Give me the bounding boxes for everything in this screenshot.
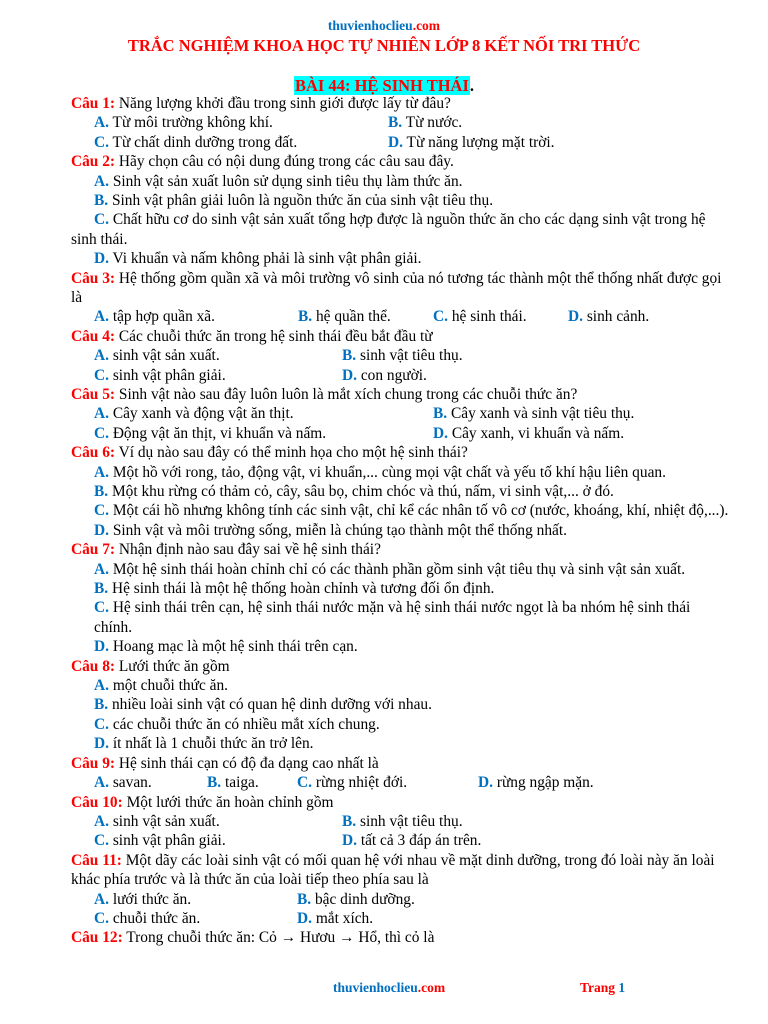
option: A. một chuỗi thức ăn. — [94, 677, 229, 695]
options-row — [71, 812, 731, 831]
option: B. bậc dinh dưỡng. — [297, 890, 415, 908]
site-name: thuvienhoclieu — [327, 18, 413, 33]
option: C. hệ sinh thái. — [433, 308, 527, 326]
option: D. Vi khuẩn và nấm không phải là sinh vật phân giải. — [94, 250, 422, 268]
question: Câu 9: Hệ sinh thái cạn có độ đa dạng cao nhất là — [71, 754, 379, 772]
option: A. Từ môi trường không khí. — [94, 114, 273, 132]
option: C. Từ chất dinh dưỡng trong đất. — [94, 133, 298, 151]
question: Câu 4: Các chuỗi thức ăn trong hệ sinh thái đều bắt đầu từ — [71, 327, 433, 345]
option: C. Một cái hồ nhưng không tính các sinh vật, chỉ kể các nhân tố vô cơ (nước, khoáng, khí, nhiệt độ,...). — [94, 502, 729, 520]
option: A. lưới thức ăn. — [94, 890, 192, 908]
option: D. Hoang mạc là một hệ sinh thái trên cạn. — [94, 638, 358, 656]
option: C. Động vật ăn thịt, vi khuẩn và nấm. — [94, 424, 327, 442]
option: B. taiga. — [207, 774, 259, 792]
page-number: Trang 1 — [580, 980, 626, 995]
question: Câu 10: Một lưới thức ăn hoàn chỉnh gồm — [71, 793, 334, 811]
options-row — [71, 404, 731, 423]
option: B. nhiều loài sinh vật có quan hệ dinh dưỡng với nhau. — [94, 696, 432, 714]
options-row — [71, 424, 731, 443]
question — [71, 94, 731, 113]
option: B. hệ quần thể. — [298, 308, 391, 326]
options-row — [71, 773, 731, 792]
question: Câu 2: Hãy chọn câu có nội dung đúng trong các câu sau đây. — [71, 153, 454, 171]
options-row — [71, 113, 731, 132]
option: A. tập hợp quần xã. — [94, 308, 215, 326]
question-list — [71, 94, 731, 948]
option: C. Chất hữu cơ do sinh vật sản xuất tổng hợp được là nguồn thức ăn cho các dạng sinh vật trong hệ sinh thái. — [71, 211, 706, 248]
option: B. Từ nước. — [388, 114, 463, 132]
site-domain: .com — [412, 18, 441, 33]
question: Câu 11: Một dãy các loài sinh vật có mối quan hệ với nhau về mặt dinh dưỡng, trong đó loài này ăn loài khác phía trước và là thức ăn của loài tiếp theo phía sau là — [71, 851, 715, 889]
option: B. Hệ sinh thái là một hệ thống hoàn chỉnh và tương đối ổn định. — [94, 580, 495, 598]
option: D. mắt xích. — [297, 909, 374, 927]
option: D. Cây xanh, vi khuẩn và nấm. — [433, 424, 625, 442]
question: Câu 6: Ví dụ nào sau đây có thể minh họa cho một hệ sinh thái? — [71, 444, 468, 462]
options-row — [71, 346, 731, 365]
options-row — [71, 909, 731, 928]
option: A. Một hồ với rong, tảo, động vật, vi khuẩn,... cùng mọi vật chất và yếu tố khí hậu liên quan. — [94, 463, 666, 481]
option: A. savan. — [94, 774, 152, 792]
options-row — [71, 890, 731, 909]
option: A. Cây xanh và động vật ăn thịt. — [94, 405, 294, 423]
option: C. các chuỗi thức ăn có nhiều mắt xích chung. — [94, 715, 380, 733]
option: B. Một khu rừng có thảm cỏ, cây, sâu bọ, chim chóc và thú, nấm, vi sinh vật,... ở đó. — [94, 483, 614, 501]
options-row — [71, 366, 731, 385]
option: D. Sinh vật và môi trường sống, miễn là chúng tạo thành một thể thống nhất. — [94, 521, 568, 539]
options-row — [71, 307, 731, 326]
option: B. sinh vật tiêu thụ. — [342, 347, 463, 365]
document-title: TRẮC NGHIỆM KHOA HỌC TỰ NHIÊN LỚP 8 KẾT NỐI TRI THỨC — [127, 36, 641, 55]
question-number: Câu 1: — [71, 95, 116, 112]
lesson-title-text: BÀI 44: HỆ SINH THÁI — [294, 76, 469, 95]
option: C. rừng nhiệt đới. — [297, 774, 408, 792]
option: D. ít nhất là 1 chuỗi thức ăn trở lên. — [94, 735, 314, 753]
lesson-title: BÀI 44: HỆ SINH THÁI. — [294, 76, 475, 95]
question: Câu 12: Trong chuỗi thức ăn: Cỏ → Hươu → Hổ, thì cỏ là — [71, 929, 435, 947]
option: A. sinh vật sản xuất. — [94, 347, 220, 365]
question-text: Năng lượng khởi đầu trong sinh giới được lấy từ đâu? — [115, 95, 451, 112]
question: Câu 3: Hệ thống gồm quần xã và môi trường vô sinh của nó tương tác thành một thể thống nhất được gọi là — [71, 269, 722, 307]
option: D. Từ năng lượng mặt trời. — [388, 133, 555, 151]
option: B. Cây xanh và sinh vật tiêu thụ. — [433, 405, 635, 423]
option: D. sinh cảnh. — [568, 308, 650, 326]
question: Câu 7: Nhận định nào sau đây sai về hệ sinh thái? — [71, 541, 381, 559]
option: C. sinh vật phân giải. — [94, 366, 226, 384]
option: C. Hệ sinh thái trên cạn, hệ sinh thái nước mặn và hệ sinh thái nước ngọt là ba nhóm hệ sinh thái chính. — [94, 599, 691, 636]
question: Câu 5: Sinh vật nào sau đây luôn luôn là mắt xích chung trong các chuỗi thức ăn? — [71, 386, 578, 404]
option: B. sinh vật tiêu thụ. — [342, 812, 463, 830]
option: C. chuỗi thức ăn. — [94, 909, 201, 927]
question: Câu 8: Lưới thức ăn gồm — [71, 657, 230, 675]
option: A. sinh vật sản xuất. — [94, 812, 220, 830]
options-row — [71, 831, 731, 850]
option: D. tất cả 3 đáp án trên. — [342, 832, 482, 850]
option: A. Sinh vật sản xuất luôn sử dụng sinh tiêu thụ làm thức ăn. — [94, 172, 463, 190]
option: B. Sinh vật phân giải luôn là nguồn thức ăn của sinh vật tiêu thụ. — [94, 192, 494, 209]
options-row — [71, 133, 731, 152]
option: C. sinh vật phân giải. — [94, 832, 226, 850]
option: A. Một hệ sinh thái hoàn chỉnh chỉ có các thành phần gồm sinh vật tiêu thụ và sinh vật sản xuất. — [94, 560, 686, 578]
option: D. con người. — [342, 366, 427, 384]
footer-site-link: thuvienhoclieu.com — [333, 980, 446, 995]
option: D. rừng ngập mặn. — [478, 774, 594, 792]
site-header-link — [0, 18, 768, 34]
